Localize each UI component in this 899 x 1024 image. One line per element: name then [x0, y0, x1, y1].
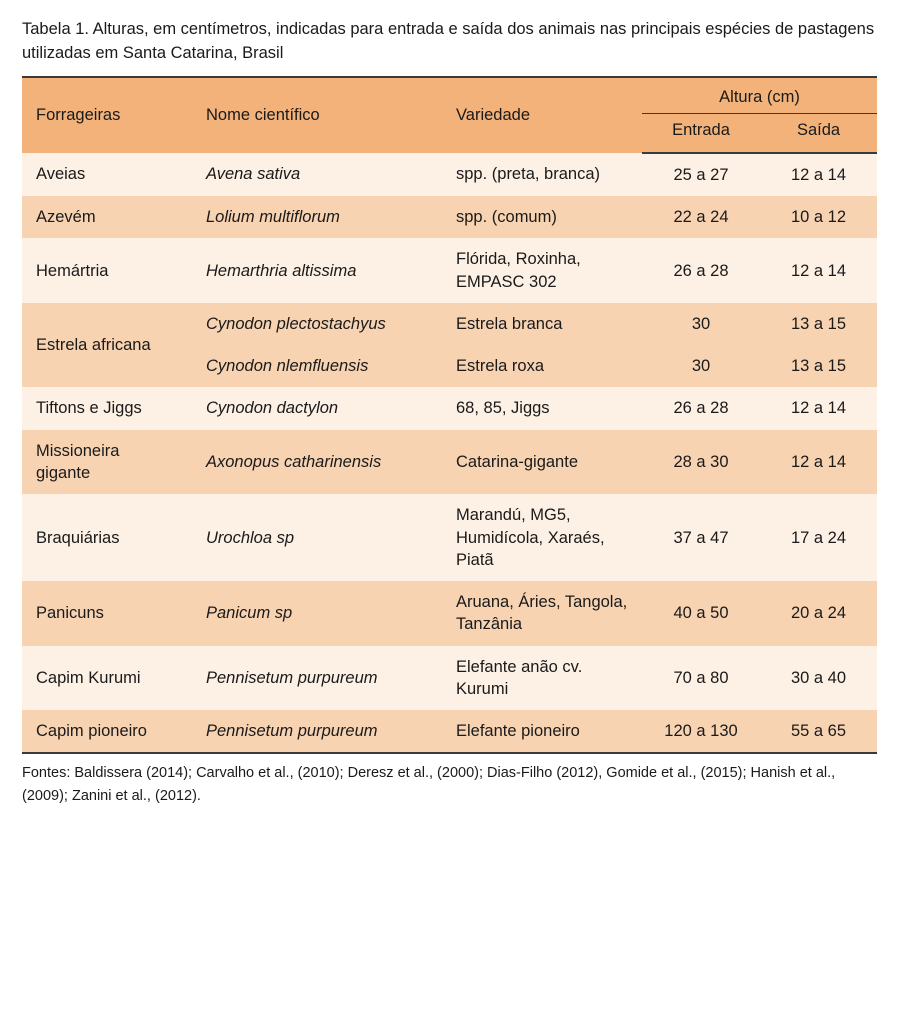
table-row	[22, 303, 877, 345]
cell-forrageira: Tiftons e Jiggs	[22, 387, 192, 429]
cell-forrageira: Braquiárias	[22, 494, 192, 581]
forage-heights-table	[22, 76, 877, 755]
column-header-saida: Saída	[760, 113, 877, 153]
cell-nome-cientifico: Pennisetum purpureum	[192, 710, 442, 753]
cell-entrada: 22 a 24	[642, 196, 760, 238]
cell-saida: 17 a 24	[760, 494, 877, 581]
cell-forrageira: Estrela africana	[22, 303, 192, 388]
cell-saida: 13 a 15	[760, 303, 877, 345]
cell-nome-cientifico: Panicum sp	[192, 581, 442, 646]
cell-variedade: spp. (preta, branca)	[442, 153, 642, 196]
cell-entrada: 70 a 80	[642, 646, 760, 711]
column-header-altura-group: Altura (cm)	[642, 77, 877, 114]
table-row	[22, 387, 877, 429]
cell-nome-cientifico: Lolium multiflorum	[192, 196, 442, 238]
cell-saida: 12 a 14	[760, 153, 877, 196]
cell-saida: 12 a 14	[760, 387, 877, 429]
cell-entrada: 30	[642, 303, 760, 345]
table-row	[22, 196, 877, 238]
cell-forrageira: Capim pioneiro	[22, 710, 192, 753]
table-caption: Tabela 1. Alturas, em centímetros, indicadas para entrada e saída dos animais nas principais espécies de pastagens utilizadas em Santa Catarina, Brasil	[22, 20, 875, 62]
cell-nome-cientifico: Axonopus catharinensis	[192, 430, 442, 495]
cell-variedade: Estrela branca	[442, 303, 642, 345]
cell-variedade: Flórida, Roxinha, EMPASC 302	[442, 238, 642, 303]
column-header-entrada: Entrada	[642, 113, 760, 153]
cell-entrada: 30	[642, 345, 760, 387]
cell-saida: 12 a 14	[760, 430, 877, 495]
cell-variedade: Aruana, Áries, Tangola, Tanzânia	[442, 581, 642, 646]
table-row	[22, 646, 877, 711]
cell-saida: 20 a 24	[760, 581, 877, 646]
table-row	[22, 494, 877, 581]
cell-entrada: 37 a 47	[642, 494, 760, 581]
cell-variedade: spp. (comum)	[442, 196, 642, 238]
cell-forrageira: Panicuns	[22, 581, 192, 646]
table-body	[22, 153, 877, 754]
cell-variedade: Estrela roxa	[442, 345, 642, 387]
cell-forrageira: Capim Kurumi	[22, 646, 192, 711]
cell-saida: 13 a 15	[760, 345, 877, 387]
cell-variedade: Elefante pioneiro	[442, 710, 642, 753]
table-header	[22, 77, 877, 153]
column-header-variedade: Variedade	[442, 77, 642, 153]
cell-entrada: 25 a 27	[642, 153, 760, 196]
cell-saida: 10 a 12	[760, 196, 877, 238]
cell-forrageira: Hemártria	[22, 238, 192, 303]
cell-saida: 30 a 40	[760, 646, 877, 711]
column-header-nome-cientifico: Nome científico	[192, 77, 442, 153]
cell-nome-cientifico: Cynodon plectostachyus	[192, 303, 442, 345]
cell-nome-cientifico: Cynodon dactylon	[192, 387, 442, 429]
table-row	[22, 710, 877, 753]
cell-nome-cientifico: Avena sativa	[192, 153, 442, 196]
cell-nome-cientifico: Hemarthria altissima	[192, 238, 442, 303]
cell-forrageira: Missioneira gigante	[22, 430, 192, 495]
cell-entrada: 120 a 130	[642, 710, 760, 753]
cell-nome-cientifico: Pennisetum purpureum	[192, 646, 442, 711]
column-header-forrageiras: Forrageiras	[22, 77, 192, 153]
cell-entrada: 40 a 50	[642, 581, 760, 646]
cell-variedade: 68, 85, Jiggs	[442, 387, 642, 429]
table-row	[22, 238, 877, 303]
cell-variedade: Catarina-gigante	[442, 430, 642, 495]
header-row-group	[22, 77, 877, 114]
cell-forrageira: Azevém	[22, 196, 192, 238]
cell-entrada: 26 a 28	[642, 387, 760, 429]
cell-variedade: Elefante anão cv. Kurumi	[442, 646, 642, 711]
cell-saida: 55 a 65	[760, 710, 877, 753]
table-row	[22, 430, 877, 495]
table-sources-note: Fontes: Baldissera (2014); Carvalho et al., (2010); Deresz et al., (2000); Dias-Filho (2012), Gomide et al., (2015); Hanish et al., (2009); Zanini et al., (2012).	[22, 765, 836, 804]
table-row	[22, 153, 877, 196]
cell-saida: 12 a 14	[760, 238, 877, 303]
cell-entrada: 26 a 28	[642, 238, 760, 303]
cell-nome-cientifico: Cynodon nlemfluensis	[192, 345, 442, 387]
cell-forrageira: Aveias	[22, 153, 192, 196]
cell-nome-cientifico: Urochloa sp	[192, 494, 442, 581]
cell-entrada: 28 a 30	[642, 430, 760, 495]
table-row	[22, 581, 877, 646]
cell-variedade: Marandú, MG5, Humidícola, Xaraés, Piatã	[442, 494, 642, 581]
